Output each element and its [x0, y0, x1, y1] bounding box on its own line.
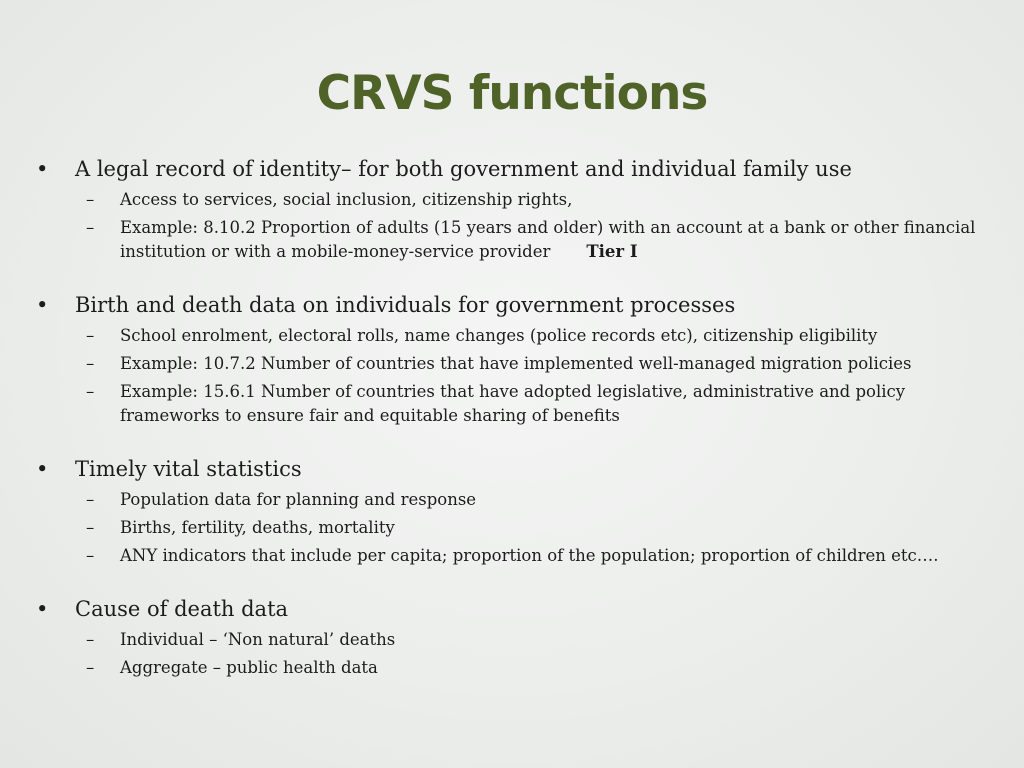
- sub-bullet-item: [0, 516, 1024, 540]
- dash-icon: –: [86, 546, 95, 565]
- section: [0, 454, 1024, 568]
- dash-icon: –: [86, 218, 95, 237]
- dash-icon: –: [86, 326, 95, 345]
- tier-label: Tier I: [586, 242, 638, 261]
- bullet-text: Birth and death data on individuals for government processes: [75, 293, 736, 317]
- sub-bullet-text: Population data for planning and response: [120, 490, 477, 509]
- sub-bullet-text: Access to services, social inclusion, citizenship rights,: [120, 190, 573, 209]
- bullet-text: Timely vital statistics: [75, 457, 302, 481]
- bullet-icon: •: [36, 597, 49, 621]
- bullet-item: [0, 290, 1024, 320]
- sub-bullet-item: [0, 324, 1024, 348]
- bullet-icon: •: [36, 457, 49, 481]
- section: [0, 154, 1024, 264]
- sub-bullet-text: Example: 15.6.1 Number of countries that have adopted legislative, administrative and policy frameworks to ensure fair and equitable sharing of benefits: [120, 382, 906, 425]
- slide-title: CRVS functions: [316, 66, 708, 121]
- dash-icon: –: [86, 658, 95, 677]
- bullet-item: [0, 594, 1024, 624]
- sub-bullet-item: [0, 488, 1024, 512]
- sub-bullet-text: Aggregate – public health data: [120, 658, 378, 677]
- sub-bullet-item: [0, 628, 1024, 652]
- sub-bullet-text: ANY indicators that include per capita; proportion of the population; proportion of children etc….: [120, 546, 939, 565]
- bullet-text: Cause of death data: [75, 597, 289, 621]
- sub-bullet-item: [0, 216, 1024, 264]
- sub-bullet-text: Births, fertility, deaths, mortality: [120, 518, 395, 537]
- sub-bullet-item: [0, 544, 1024, 568]
- bullet-item: [0, 454, 1024, 484]
- dash-icon: –: [86, 518, 95, 537]
- sub-bullet-text: Example: 8.10.2 Proportion of adults (15 years and older) with an account at a bank or other financial institution or with a mobile-money-service provider: [120, 218, 976, 261]
- bullet-icon: •: [36, 157, 49, 181]
- dash-icon: –: [86, 382, 95, 401]
- sub-bullet-text: School enrolment, electoral rolls, name changes (police records etc), citizenship eligibility: [120, 326, 878, 345]
- dash-icon: –: [86, 490, 95, 509]
- sub-bullet-text: Individual – ‘Non natural’ deaths: [120, 630, 396, 649]
- dash-icon: –: [86, 190, 95, 209]
- section: [0, 594, 1024, 680]
- bullet-list: [0, 154, 1024, 706]
- bullet-icon: •: [36, 293, 49, 317]
- sub-bullet-text: Example: 10.7.2 Number of countries that have implemented well-managed migration policies: [120, 354, 912, 373]
- sub-bullet-item: [0, 188, 1024, 212]
- bullet-text: A legal record of identity– for both government and individual family use: [75, 157, 852, 181]
- section: [0, 290, 1024, 428]
- bullet-item: [0, 154, 1024, 184]
- sub-bullet-item: [0, 352, 1024, 376]
- sub-bullet-item: [0, 656, 1024, 680]
- sub-bullet-item: [0, 380, 1024, 428]
- dash-icon: –: [86, 354, 95, 373]
- dash-icon: –: [86, 630, 95, 649]
